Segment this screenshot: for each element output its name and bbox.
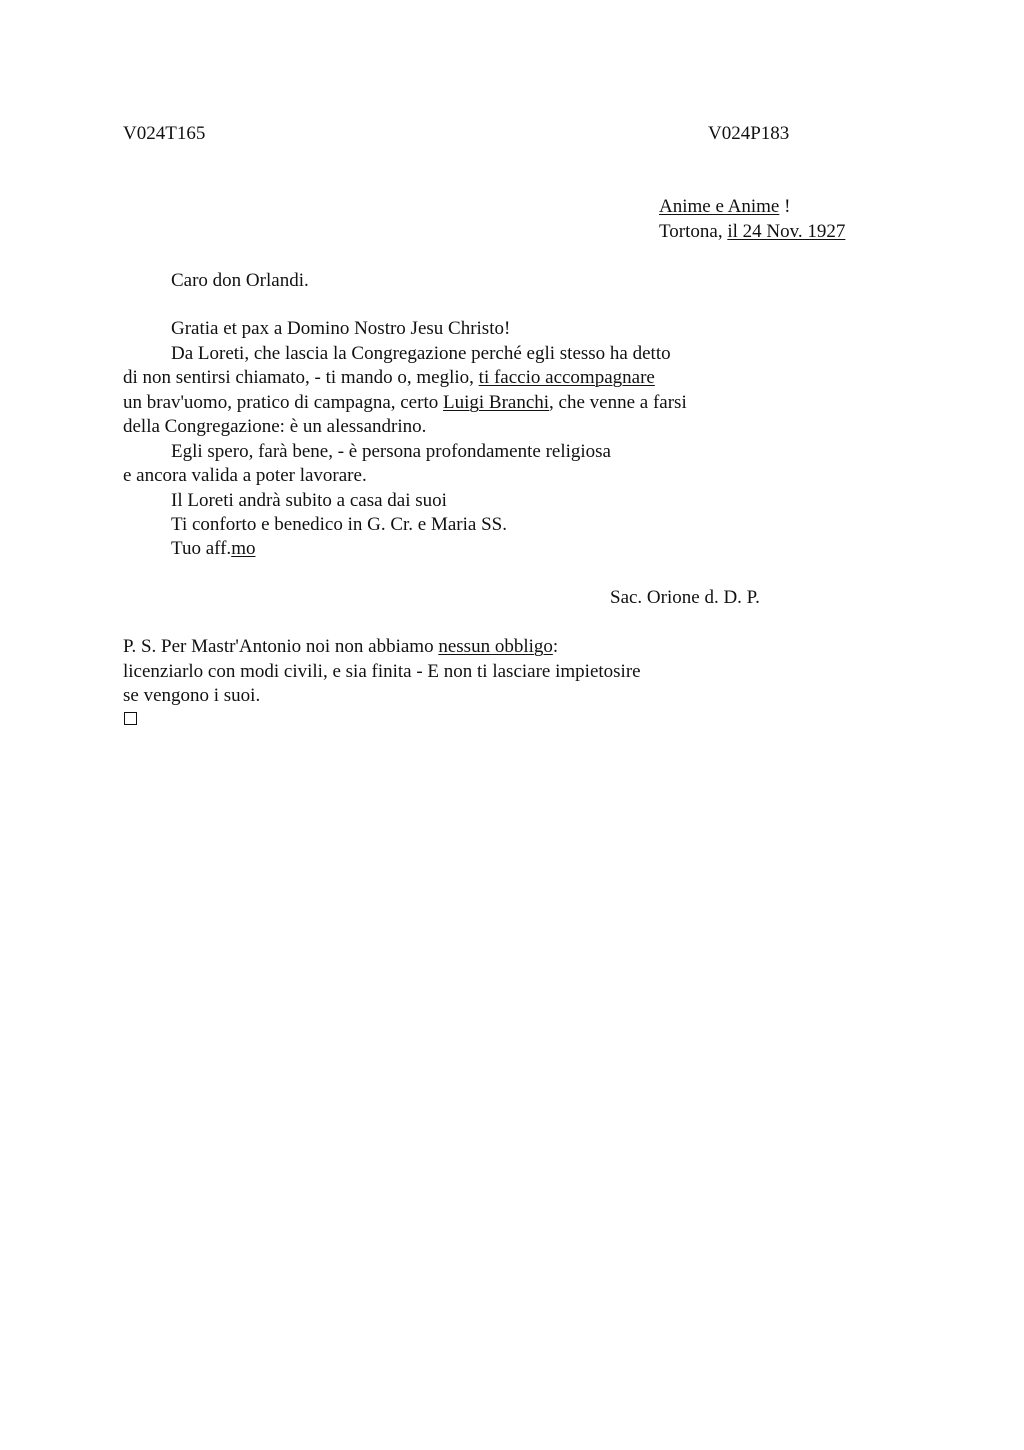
- signature: Sac. Orione d. D. P.: [610, 587, 760, 608]
- body-line-10-text: Tuo aff.: [171, 538, 232, 559]
- body-line-9: Ti conforto e benedico in G. Cr. e Maria SS.: [171, 514, 507, 535]
- motto-underlined: Anime e Anime: [659, 196, 780, 217]
- motto: [659, 195, 790, 219]
- body-line-6: Egli spero, farà bene, - è persona profondamente religiosa: [171, 441, 611, 462]
- document-code-left: V024T165: [123, 123, 206, 144]
- postscript-line-1-underlined: nessun obbligo: [438, 636, 553, 657]
- body-line-10-underlined: mo: [231, 538, 256, 559]
- postscript-line-2: licenziarlo con modi civili, e sia finita - E non ti lasciare impietosire: [123, 661, 641, 682]
- body-line-5: della Congregazione: è un alessandrino.: [123, 416, 427, 437]
- body-line-4-underlined: Luigi Branchi: [442, 392, 550, 413]
- postscript-line-1-tail: :: [552, 636, 559, 657]
- motto-suffix: !: [779, 196, 791, 217]
- body-line-3: [123, 366, 655, 390]
- empty-square-icon: [124, 712, 137, 725]
- body-line-3-text: di non sentirsi chiamato, - ti mando o, meglio,: [123, 367, 479, 388]
- postscript-line-3: se vengono i suoi.: [123, 685, 261, 706]
- body-line-4: [123, 391, 687, 415]
- postscript-line-1: [123, 635, 558, 659]
- body-line-4-text: un brav'uomo, pratico di campagna, certo: [123, 392, 443, 413]
- document-code-right: V024P183: [708, 123, 790, 144]
- dateline-place: Tortona,: [659, 221, 728, 242]
- body-line-4-tail: , che venne a farsi: [549, 392, 687, 413]
- body-line-8: Il Loreti andrà subito a casa dai suoi: [171, 490, 447, 511]
- dateline-date: il 24 Nov. 1927: [727, 221, 846, 242]
- body-line-1: Gratia et pax a Domino Nostro Jesu Christo!: [171, 318, 511, 339]
- body-line-3-underlined: ti faccio accompagnare: [478, 367, 655, 388]
- dateline: [659, 220, 845, 244]
- body-line-10: [171, 537, 255, 561]
- greeting: Caro don Orlandi.: [171, 270, 309, 291]
- postscript-line-1-text: P. S. Per Mastr'Antonio noi non abbiamo: [123, 636, 439, 657]
- body-line-7: e ancora valida a poter lavorare.: [123, 465, 367, 486]
- body-line-2: Da Loreti, che lascia la Congregazione perché egli stesso ha detto: [171, 343, 671, 364]
